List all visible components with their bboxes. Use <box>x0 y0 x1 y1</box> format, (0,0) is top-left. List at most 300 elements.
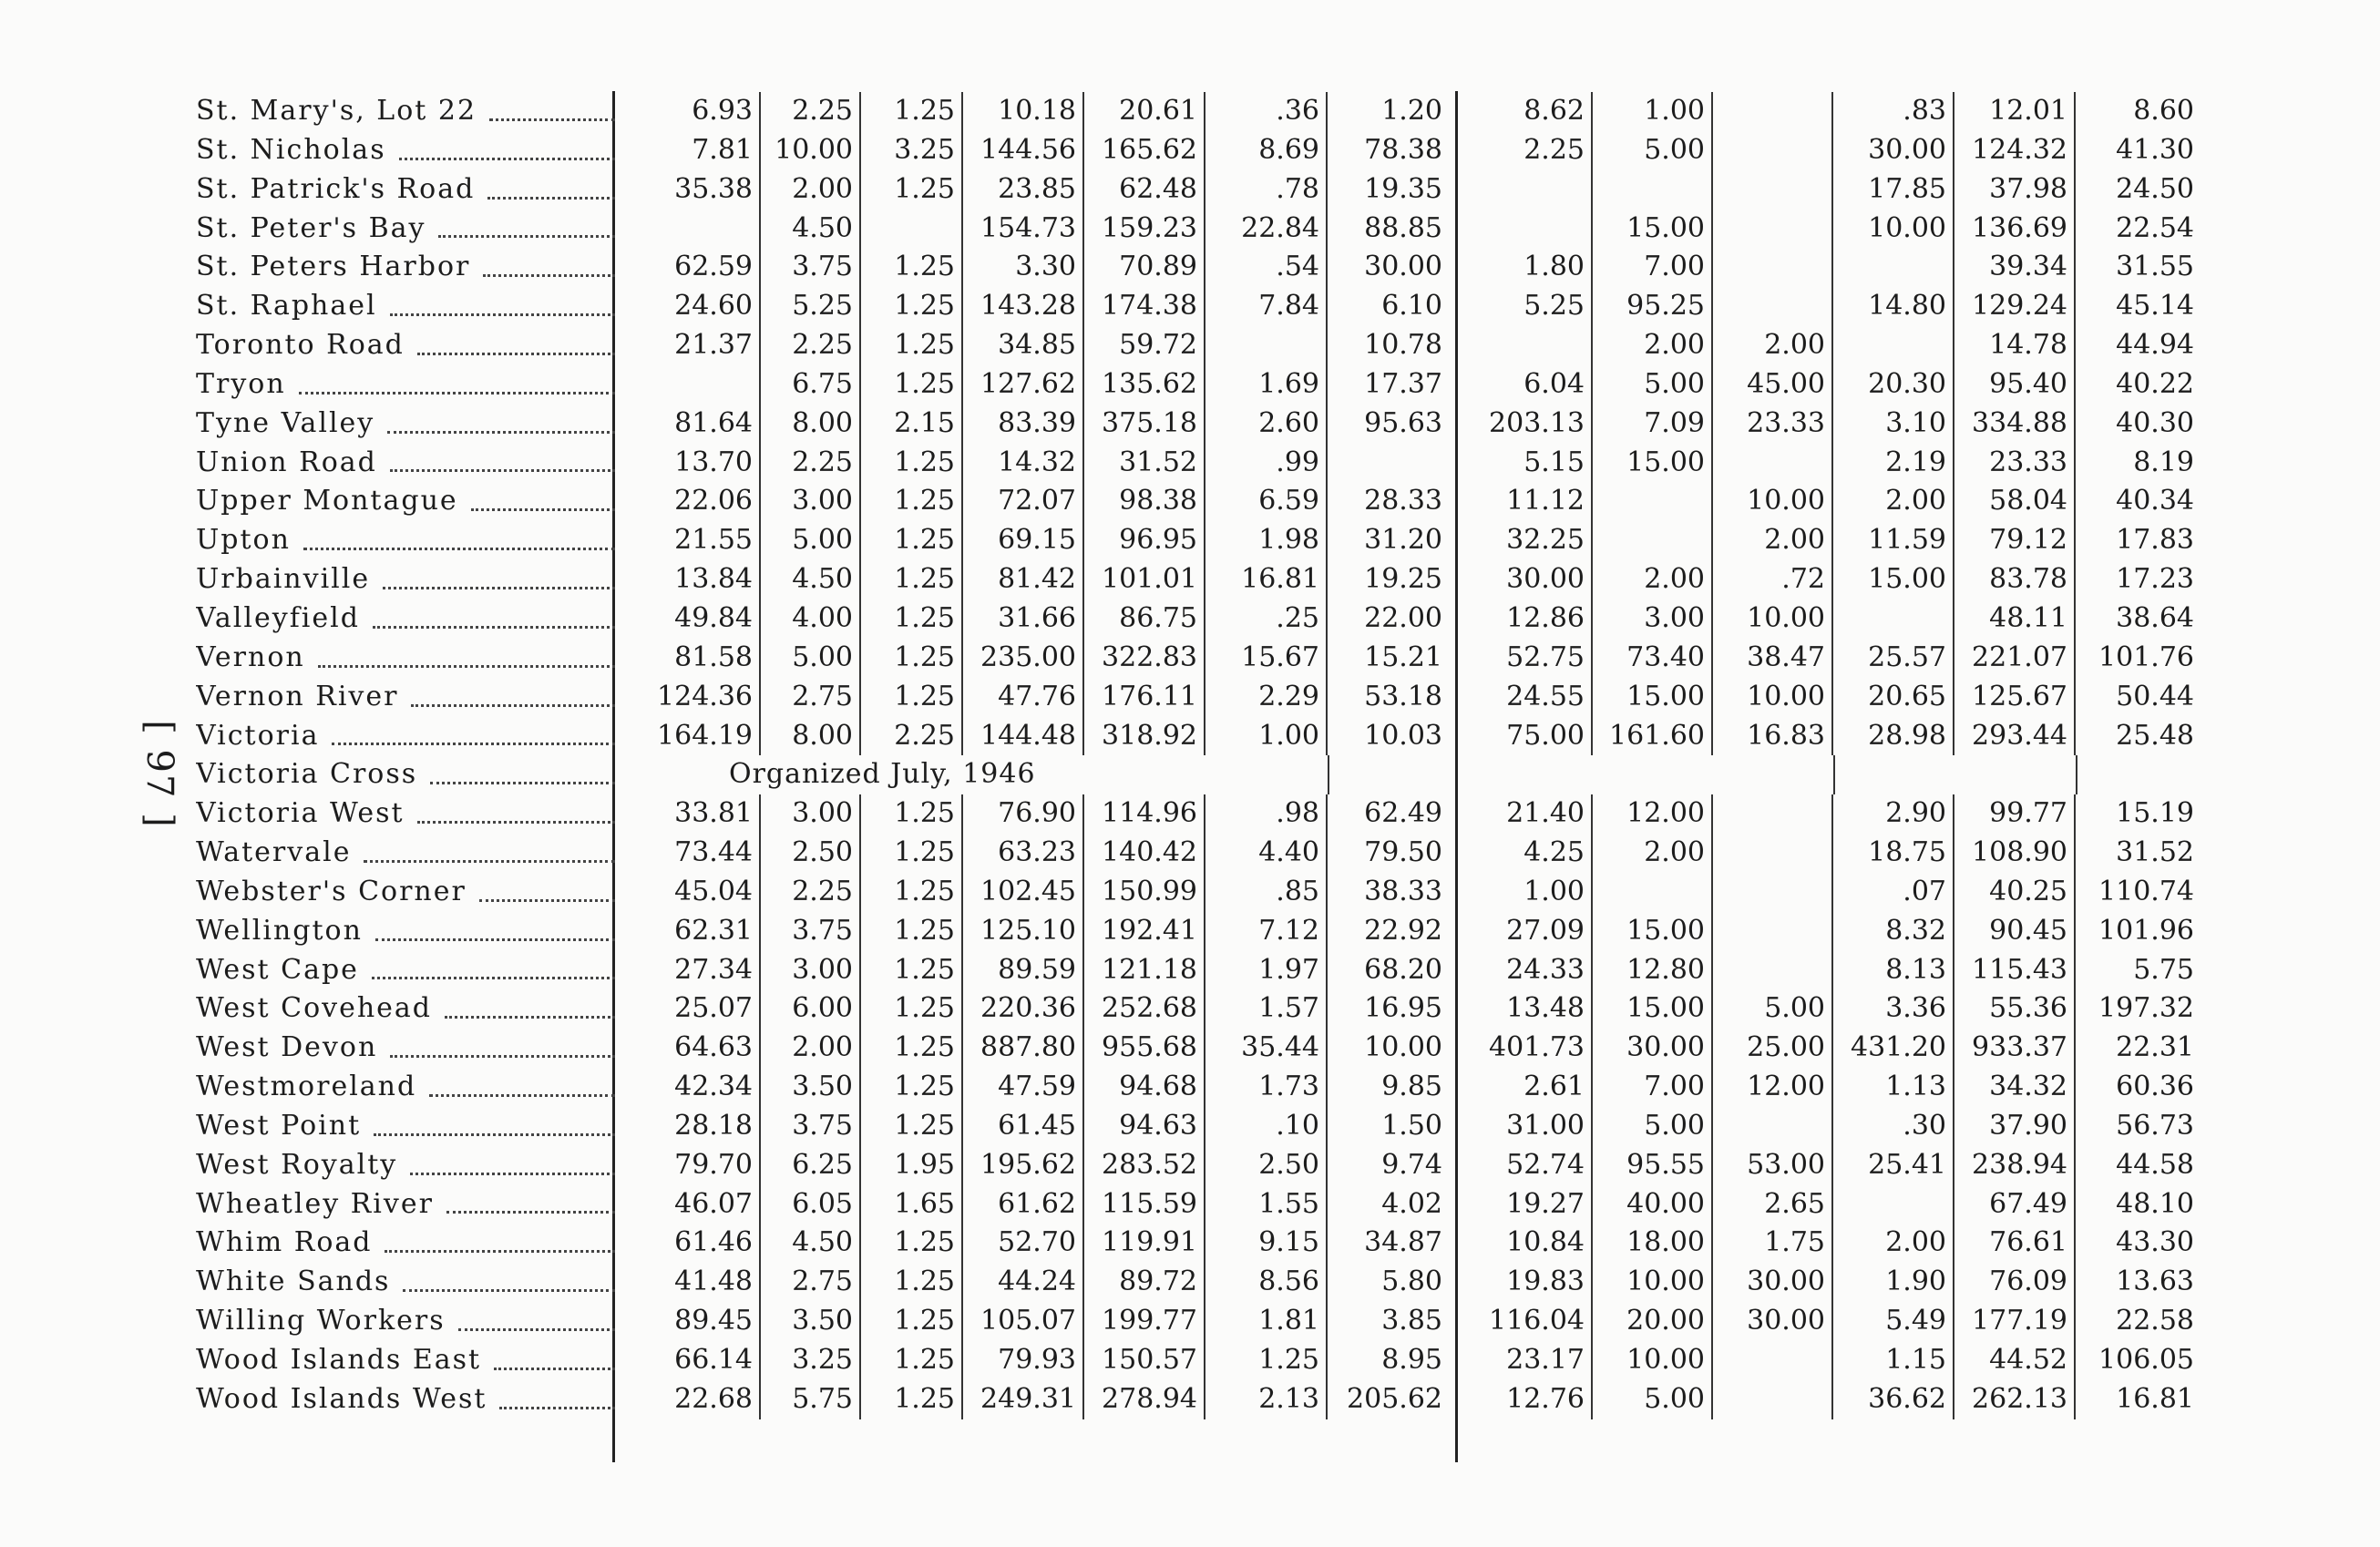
table-cell: 3.10 <box>1833 405 1954 444</box>
table-cell: 1.25 <box>861 1068 963 1107</box>
district-name: West Devon <box>196 1031 378 1064</box>
table-row <box>0 287 2380 326</box>
table-cell <box>1467 326 1593 365</box>
table-cell: 10.78 <box>1364 329 1442 362</box>
table-row <box>0 1068 2380 1107</box>
table-cell: 144.48 <box>963 717 1084 756</box>
table-cell: 45.14 <box>2116 290 2194 323</box>
table-cell: 3.50 <box>761 1302 861 1341</box>
table-cell: 1.25 <box>861 951 963 990</box>
table-cell: 1.25 <box>861 834 963 873</box>
table-cell: 10.00 <box>761 131 861 170</box>
table-cell: 1.25 <box>861 1341 963 1380</box>
table-cell: 101.76 <box>2098 640 2194 673</box>
column-rule-stub <box>1205 755 1329 794</box>
district-name: Union Road <box>196 446 377 478</box>
table-cell: 27.34 <box>638 951 761 990</box>
table-cell: 2.60 <box>1205 405 1328 444</box>
table-cell: 140.42 <box>1084 834 1205 873</box>
table-cell: 25.41 <box>1833 1146 1954 1185</box>
table-cell: 14.32 <box>963 444 1084 483</box>
table-cell: 62.48 <box>1084 170 1205 210</box>
table-row <box>0 989 2380 1029</box>
district-name: Valleyfield <box>196 601 360 634</box>
table-cell: 10.18 <box>963 92 1084 131</box>
table-cell <box>1833 1185 1954 1224</box>
table-cell: 21.40 <box>1467 794 1593 834</box>
table-cell: 16.95 <box>1364 992 1442 1025</box>
district-name: St. Raphael <box>196 290 377 323</box>
table-cell: 79.70 <box>638 1146 761 1185</box>
table-cell: 143.28 <box>963 287 1084 326</box>
district-name: St. Patrick's Road <box>196 172 476 205</box>
table-cell: 30.00 <box>1713 1263 1833 1302</box>
table-row <box>0 482 2380 521</box>
table-cell <box>1713 287 1833 326</box>
table-cell: .36 <box>1205 92 1328 131</box>
table-cell: 1.15 <box>1833 1341 1954 1380</box>
table-cell: 16.83 <box>1713 717 1833 756</box>
table-cell: 124.32 <box>1954 131 2076 170</box>
table-cell: 24.33 <box>1467 951 1593 990</box>
table-cell: 3.75 <box>761 1107 861 1146</box>
table-cell: 18.00 <box>1593 1224 1713 1263</box>
table-cell: 105.07 <box>963 1302 1084 1341</box>
district-name: Toronto Road <box>196 329 405 362</box>
table-cell: 9.74 <box>1381 1148 1442 1181</box>
table-cell: 98.38 <box>1084 482 1205 521</box>
table-cell: 7.81 <box>638 131 761 170</box>
table-cell: 7.12 <box>1205 912 1328 951</box>
table-cell: 108.90 <box>1954 834 2076 873</box>
table-cell: 6.05 <box>761 1185 861 1224</box>
table-cell: 3.00 <box>761 951 861 990</box>
table-cell: 1.25 <box>861 560 963 599</box>
table-cell: 63.23 <box>963 834 1084 873</box>
table-cell: 62.59 <box>638 248 761 287</box>
table-cell: .78 <box>1205 170 1328 210</box>
district-name: Willing Workers <box>196 1305 446 1337</box>
table-cell: 1.25 <box>861 873 963 912</box>
table-cell: .30 <box>1833 1107 1954 1146</box>
table-cell: 94.63 <box>1084 1107 1205 1146</box>
table-cell: 150.57 <box>1084 1341 1205 1380</box>
table-cell: 31.00 <box>1467 1107 1593 1146</box>
table-cell: 6.59 <box>1205 482 1328 521</box>
table-cell: 79.50 <box>1364 836 1442 869</box>
table-row <box>0 794 2380 834</box>
district-name: Vernon River <box>196 680 399 712</box>
table-cell: 6.93 <box>638 92 761 131</box>
table-cell: 24.50 <box>2116 172 2194 205</box>
table-cell: 1.25 <box>861 248 963 287</box>
table-cell: 12.86 <box>1467 599 1593 639</box>
table-cell: 10.00 <box>1713 482 1833 521</box>
district-name: Whim Road <box>196 1226 373 1259</box>
table-cell <box>1593 482 1713 521</box>
table-cell: .25 <box>1205 599 1328 639</box>
table-cell: 13.70 <box>638 444 761 483</box>
table-cell: 110.74 <box>2098 875 2194 907</box>
table-cell: 15.67 <box>1205 639 1328 678</box>
table-cell: 31.52 <box>1084 444 1205 483</box>
table-row <box>0 1185 2380 1224</box>
table-cell: 1.25 <box>861 989 963 1029</box>
table-cell: 1.50 <box>1381 1109 1442 1142</box>
table-cell: 94.68 <box>1084 1068 1205 1107</box>
table-cell: 144.56 <box>963 131 1084 170</box>
table-cell <box>1713 248 1833 287</box>
table-cell: 30.00 <box>1467 560 1593 599</box>
table-cell: 5.00 <box>1593 131 1713 170</box>
table-row <box>0 1302 2380 1341</box>
table-cell: 1.80 <box>1467 248 1593 287</box>
table-cell: 1.25 <box>861 287 963 326</box>
table-cell: 125.67 <box>1954 678 2076 717</box>
table-cell: 10.84 <box>1467 1224 1593 1263</box>
table-cell: 114.96 <box>1084 794 1205 834</box>
table-row <box>0 405 2380 444</box>
table-cell: 12.76 <box>1467 1380 1593 1419</box>
table-cell: 1.90 <box>1833 1263 1954 1302</box>
table-cell: 43.30 <box>2116 1226 2194 1259</box>
table-cell: 1.25 <box>861 1380 963 1419</box>
table-cell: 53.00 <box>1713 1146 1833 1185</box>
table-cell <box>1833 599 1954 639</box>
table-cell: 1.25 <box>1205 1341 1328 1380</box>
table-cell: 21.37 <box>638 326 761 365</box>
table-cell: 8.00 <box>761 405 861 444</box>
table-cell: 15.00 <box>1593 210 1713 249</box>
table-cell: 2.25 <box>761 444 861 483</box>
table-cell: 933.37 <box>1954 1029 2076 1068</box>
table-cell: 5.00 <box>1593 1380 1713 1419</box>
table-cell: 47.76 <box>963 678 1084 717</box>
district-name: Watervale <box>196 836 352 869</box>
table-cell: 125.10 <box>963 912 1084 951</box>
table-cell: 75.00 <box>1467 717 1593 756</box>
table-cell: 58.04 <box>1954 482 2076 521</box>
table-cell: 22.84 <box>1205 210 1328 249</box>
table-cell: 22.00 <box>1364 601 1442 634</box>
table-cell: 6.75 <box>761 365 861 405</box>
table-cell <box>1713 210 1833 249</box>
table-cell <box>638 210 761 249</box>
district-name: West Point <box>196 1109 362 1142</box>
table-cell: 135.62 <box>1084 365 1205 405</box>
table-cell: 72.07 <box>963 482 1084 521</box>
table-cell: 67.49 <box>1954 1185 2076 1224</box>
table-cell: 44.58 <box>2116 1148 2194 1181</box>
table-cell: 22.68 <box>638 1380 761 1419</box>
data-table <box>0 92 2380 1419</box>
table-cell: 18.75 <box>1833 834 1954 873</box>
table-cell: 6.00 <box>761 989 861 1029</box>
table-cell: 96.95 <box>1084 521 1205 560</box>
table-cell: 165.62 <box>1084 131 1205 170</box>
table-cell: 15.00 <box>1593 989 1713 1029</box>
table-cell: 2.50 <box>1205 1146 1328 1185</box>
table-cell: 401.73 <box>1467 1029 1593 1068</box>
table-cell: 17.83 <box>2116 524 2194 557</box>
table-cell: 44.24 <box>963 1263 1084 1302</box>
table-cell: 1.25 <box>861 482 963 521</box>
district-name: St. Peter's Bay <box>196 211 426 244</box>
table-cell: 73.40 <box>1593 639 1713 678</box>
table-cell: 195.62 <box>963 1146 1084 1185</box>
table-cell <box>1593 873 1713 912</box>
table-row <box>0 131 2380 170</box>
table-cell: 1.25 <box>861 1224 963 1263</box>
table-cell: 99.77 <box>1954 794 2076 834</box>
table-cell: 322.83 <box>1084 639 1205 678</box>
table-cell <box>1833 248 1954 287</box>
district-name: Wheatley River <box>196 1187 434 1220</box>
table-cell: 73.44 <box>638 834 761 873</box>
table-cell: 59.72 <box>1084 326 1205 365</box>
table-cell: 1.20 <box>1381 95 1442 127</box>
table-cell: 35.44 <box>1205 1029 1328 1068</box>
table-cell: 3.25 <box>861 131 963 170</box>
table-cell <box>1713 170 1833 210</box>
table-cell: 19.83 <box>1467 1263 1593 1302</box>
table-cell: 53.18 <box>1364 680 1442 712</box>
table-cell: 154.73 <box>963 210 1084 249</box>
table-cell: 2.29 <box>1205 678 1328 717</box>
table-cell: 1.98 <box>1205 521 1328 560</box>
table-row <box>0 210 2380 249</box>
table-cell: 7.00 <box>1593 1068 1713 1107</box>
table-cell: 15.00 <box>1593 912 1713 951</box>
table-cell: 2.25 <box>761 92 861 131</box>
table-cell <box>1713 1341 1833 1380</box>
table-cell: 15.00 <box>1593 444 1713 483</box>
table-cell: 25.00 <box>1713 1029 1833 1068</box>
table-row <box>0 912 2380 951</box>
table-cell: 86.75 <box>1084 599 1205 639</box>
table-cell: 36.62 <box>1833 1380 1954 1419</box>
table-cell: 13.84 <box>638 560 761 599</box>
table-cell: 76.90 <box>963 794 1084 834</box>
table-cell: 1.25 <box>861 599 963 639</box>
table-cell <box>1593 170 1713 210</box>
table-cell: 2.00 <box>1833 1224 1954 1263</box>
table-cell: 19.27 <box>1467 1185 1593 1224</box>
table-cell: 61.45 <box>963 1107 1084 1146</box>
table-cell: 37.90 <box>1954 1107 2076 1146</box>
table-cell: 17.85 <box>1833 170 1954 210</box>
table-cell: 3.75 <box>761 248 861 287</box>
row-note: Organized July, 1946 <box>729 758 1036 791</box>
table-row <box>0 560 2380 599</box>
table-cell: 8.69 <box>1205 131 1328 170</box>
table-cell <box>1467 210 1593 249</box>
table-cell: 220.36 <box>963 989 1084 1029</box>
table-cell: 1.00 <box>1205 717 1328 756</box>
table-cell: 2.61 <box>1467 1068 1593 1107</box>
table-row <box>0 951 2380 990</box>
table-cell: 116.04 <box>1467 1302 1593 1341</box>
table-cell: 83.78 <box>1954 560 2076 599</box>
table-cell: 5.25 <box>761 287 861 326</box>
table-cell: 5.25 <box>1467 287 1593 326</box>
table-row <box>0 1341 2380 1380</box>
table-cell <box>1713 131 1833 170</box>
table-cell: 2.00 <box>1593 326 1713 365</box>
table-cell: 15.19 <box>2116 797 2194 830</box>
district-name: Tyne Valley <box>196 406 375 439</box>
table-cell: 10.00 <box>1833 210 1954 249</box>
table-cell: 90.45 <box>1954 912 2076 951</box>
table-cell: 283.52 <box>1084 1146 1205 1185</box>
table-row <box>0 599 2380 639</box>
table-cell: 48.10 <box>2116 1187 2194 1220</box>
table-cell: 161.60 <box>1593 717 1713 756</box>
table-cell: 1.25 <box>861 365 963 405</box>
table-cell: 1.25 <box>861 1107 963 1146</box>
table-cell: 1.25 <box>861 794 963 834</box>
table-cell: 249.31 <box>963 1380 1084 1419</box>
table-cell: 1.81 <box>1205 1302 1328 1341</box>
table-cell: 124.36 <box>638 678 761 717</box>
table-cell: 31.52 <box>2116 836 2194 869</box>
table-cell: 9.15 <box>1205 1224 1328 1263</box>
table-cell: 4.50 <box>761 210 861 249</box>
table-cell: 22.54 <box>2116 211 2194 244</box>
table-cell: 34.32 <box>1954 1068 2076 1107</box>
table-cell: 15.00 <box>1593 678 1713 717</box>
table-row <box>0 639 2380 678</box>
table-cell: 28.33 <box>1364 485 1442 517</box>
table-cell: 192.41 <box>1084 912 1205 951</box>
table-cell: 3.50 <box>761 1068 861 1107</box>
table-cell: 30.00 <box>1713 1302 1833 1341</box>
table-cell: 38.47 <box>1713 639 1833 678</box>
table-row <box>0 326 2380 365</box>
table-cell: 2.25 <box>861 717 963 756</box>
table-cell: 3.75 <box>761 912 861 951</box>
table-cell: 79.12 <box>1954 521 2076 560</box>
table-row <box>0 1224 2380 1263</box>
table-cell: 8.95 <box>1381 1344 1442 1376</box>
table-cell: 8.19 <box>2133 446 2194 478</box>
table-cell: 32.25 <box>1467 521 1593 560</box>
table-cell: 88.85 <box>1364 211 1442 244</box>
table-row <box>0 1263 2380 1302</box>
table-cell: 89.59 <box>963 951 1084 990</box>
table-cell: 221.07 <box>1954 639 2076 678</box>
table-cell: 2.19 <box>1833 444 1954 483</box>
table-cell: 1.55 <box>1205 1185 1328 1224</box>
table-cell: 66.14 <box>638 1341 761 1380</box>
table-cell: 95.63 <box>1364 406 1442 439</box>
table-cell: 2.50 <box>761 834 861 873</box>
table-cell: 12.00 <box>1593 794 1713 834</box>
table-cell: 1.95 <box>861 1146 963 1185</box>
district-name: St. Mary's, Lot 22 <box>196 95 477 127</box>
table-cell <box>1713 794 1833 834</box>
table-cell: 2.25 <box>761 326 861 365</box>
table-cell: 95.25 <box>1593 287 1713 326</box>
table-cell: 2.75 <box>761 1263 861 1302</box>
table-cell: 4.50 <box>761 1224 861 1263</box>
table-cell: 24.60 <box>638 287 761 326</box>
table-row <box>0 1146 2380 1185</box>
district-name: West Cape <box>196 953 359 986</box>
table-cell: 334.88 <box>1954 405 2076 444</box>
table-cell: 21.55 <box>638 521 761 560</box>
table-cell: 2.00 <box>761 1029 861 1068</box>
table-cell: 1.13 <box>1833 1068 1954 1107</box>
table-cell: .98 <box>1205 794 1328 834</box>
table-cell: 45.00 <box>1713 365 1833 405</box>
table-cell: 81.58 <box>638 639 761 678</box>
district-name: Victoria West <box>196 797 405 830</box>
district-name: White Sands <box>196 1265 391 1298</box>
table-cell: 127.62 <box>963 365 1084 405</box>
table-cell: 76.09 <box>1954 1263 2076 1302</box>
table-cell: 5.15 <box>1467 444 1593 483</box>
table-cell: 9.85 <box>1381 1071 1442 1103</box>
table-cell: 2.25 <box>761 873 861 912</box>
table-cell: 6.04 <box>1467 365 1593 405</box>
table-cell: 30.00 <box>1364 251 1442 283</box>
table-cell: 49.84 <box>638 599 761 639</box>
table-cell: 1.25 <box>861 678 963 717</box>
table-cell: 4.50 <box>761 560 861 599</box>
table-cell: 61.62 <box>963 1185 1084 1224</box>
district-name: Vernon <box>196 640 305 673</box>
table-row <box>0 1107 2380 1146</box>
table-cell: 3.25 <box>761 1341 861 1380</box>
table-cell <box>861 210 963 249</box>
table-cell: 8.60 <box>2133 95 2194 127</box>
table-cell: 2.00 <box>1713 326 1833 365</box>
table-cell: 1.25 <box>861 92 963 131</box>
table-cell: 6.10 <box>1381 290 1442 323</box>
table-cell: 11.12 <box>1467 482 1593 521</box>
table-row <box>0 873 2380 912</box>
table-row <box>0 521 2380 560</box>
table-cell <box>1328 444 1449 483</box>
table-cell: 136.69 <box>1954 210 2076 249</box>
table-cell <box>638 365 761 405</box>
table-cell: 2.13 <box>1205 1380 1328 1419</box>
table-cell: 62.49 <box>1364 797 1442 830</box>
table-cell: 1.25 <box>861 639 963 678</box>
table-cell: 101.96 <box>2098 914 2194 947</box>
table-cell: 3.36 <box>1833 989 1954 1029</box>
table-cell <box>1713 444 1833 483</box>
table-row <box>0 170 2380 210</box>
table-row <box>0 834 2380 873</box>
table-cell <box>1713 951 1833 990</box>
table-row <box>0 717 2380 756</box>
table-cell: 238.94 <box>1954 1146 2076 1185</box>
table-cell: 23.33 <box>1954 444 2076 483</box>
table-cell: 375.18 <box>1084 405 1205 444</box>
table-cell: 278.94 <box>1084 1380 1205 1419</box>
district-name: Urbainville <box>196 563 371 596</box>
table-cell: 81.64 <box>638 405 761 444</box>
table-cell: 15.21 <box>1364 640 1442 673</box>
table-cell: 60.36 <box>2116 1071 2194 1103</box>
table-cell: 8.32 <box>1833 912 1954 951</box>
table-cell: 1.25 <box>861 1029 963 1068</box>
table-cell: 1.73 <box>1205 1068 1328 1107</box>
table-cell <box>1713 834 1833 873</box>
table-cell: 10.00 <box>1364 1031 1442 1064</box>
